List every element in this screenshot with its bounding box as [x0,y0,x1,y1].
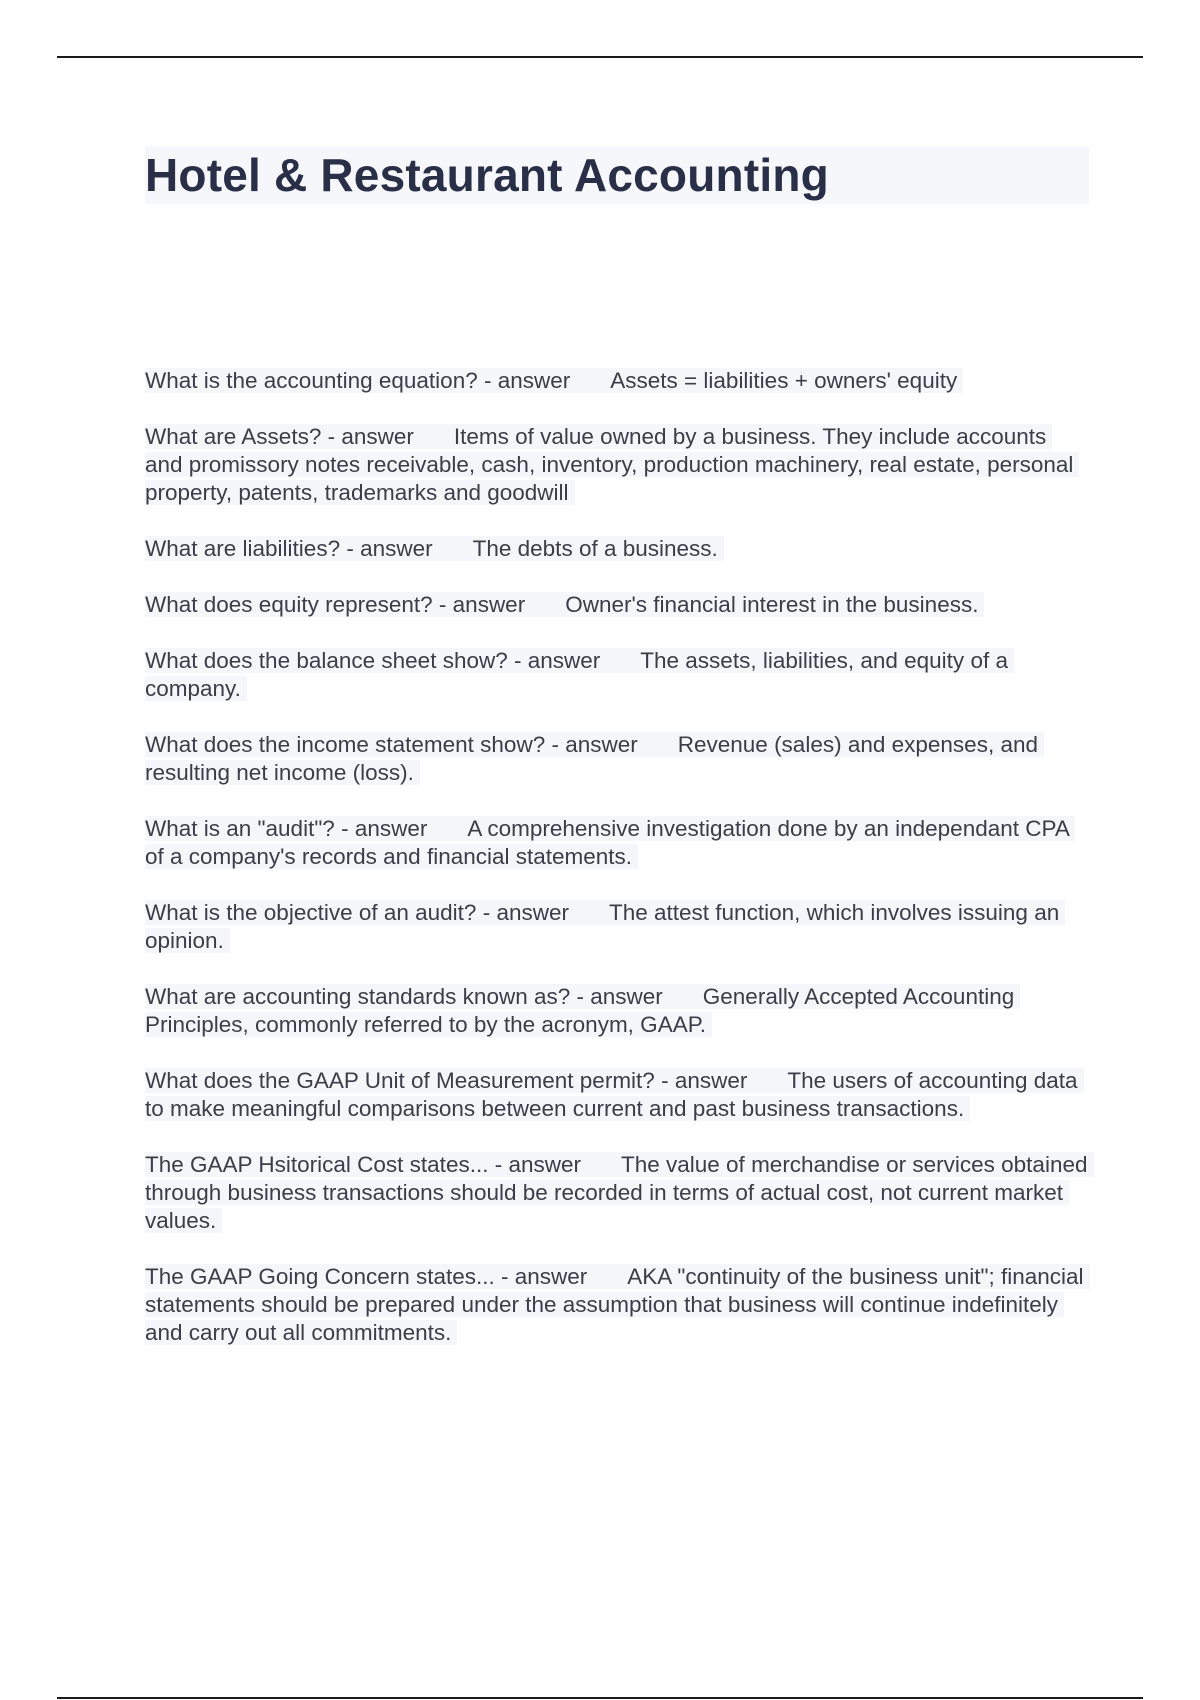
question-text: What does the income statement show? - answer [145,732,638,757]
top-rule [57,56,1143,58]
qa-item [145,535,1090,563]
qa-item [145,423,1090,507]
document-title: Hotel & Restaurant Accounting [145,149,829,201]
answer-text: The attest function, which involves issuing an opinion. [145,900,1060,953]
question-text: What is the accounting equation? - answer [145,368,571,393]
answer-text: The debts of a business. [472,536,718,561]
qa-item [145,647,1090,703]
question-text: What does equity represent? - answer [145,592,526,617]
question-text: The GAAP Going Concern states... - answer [145,1264,588,1289]
answer-text: The value of merchandise or services obtained through business transactions should be recorded in terms of actual cost, not current market values. [145,1152,1088,1233]
question-text: What are accounting standards known as? - answer [145,984,663,1009]
qa-item [145,1263,1090,1347]
answer-text: Assets = liabilities + owners' equity [610,368,958,393]
qa-item [145,1067,1090,1123]
question-text: What does the GAAP Unit of Measurement permit? - answer [145,1068,748,1093]
answer-text: Items of value owned by a business. They include accounts and promissory notes receivable, cash, inventory, production machinery, real estate, personal property, patents, trademarks and goodwill [145,424,1074,505]
answer-text: The users of accounting data to make meaningful comparisons between current and past business transactions. [145,1068,1078,1121]
qa-item [145,367,1090,395]
question-text: What is an "audit"? - answer [145,816,428,841]
qa-item [145,731,1090,787]
answer-text: A comprehensive investigation done by an independant CPA of a company's records and financial statements. [145,816,1069,869]
question-text: What are Assets? - answer [145,424,414,449]
answer-text: Revenue (sales) and expenses, and resulting net income (loss). [145,732,1038,785]
answer-text: The assets, liabilities, and equity of a company. [145,648,1008,701]
answer-text: AKA "continuity of the business unit"; financial statements should be prepared under the assumption that business will continue indefinitely and carry out all commitments. [145,1264,1084,1345]
qa-item [145,591,1090,619]
answer-text: Generally Accepted Accounting Principles, commonly referred to by the acronym, GAAP. [145,984,1015,1037]
bottom-rule [57,1697,1143,1699]
question-text: What is the objective of an audit? - answer [145,900,569,925]
qa-item [145,983,1090,1039]
question-text: What does the balance sheet show? - answer [145,648,601,673]
qa-item [145,815,1090,871]
qa-list [145,367,1090,1375]
question-text: What are liabilities? - answer [145,536,433,561]
question-text: The GAAP Hsitorical Cost states... - answer [145,1152,581,1177]
qa-item [145,899,1090,955]
qa-item [145,1151,1090,1235]
answer-text: Owner's financial interest in the business. [565,592,979,617]
